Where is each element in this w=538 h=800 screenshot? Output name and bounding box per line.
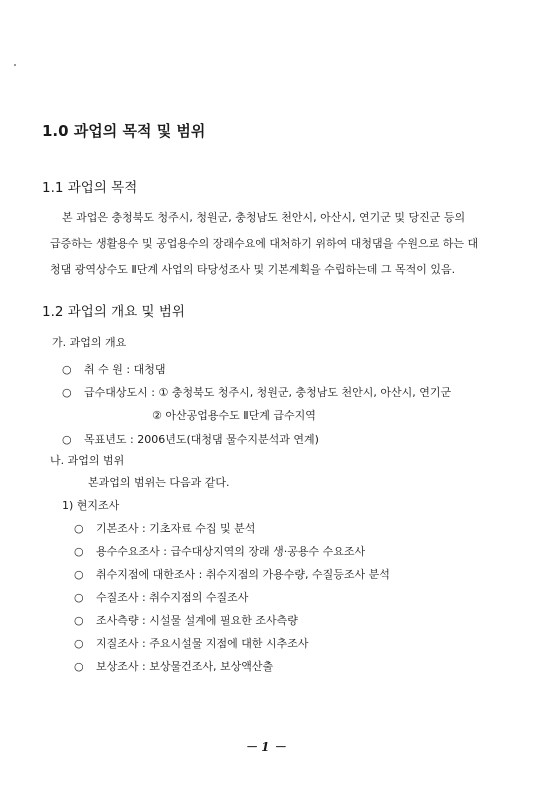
bullet-icon: ○ xyxy=(74,568,84,581)
list-item: ○ 취수지점에 대한조사 : 취수지점의 가용수량, 수질등조사 분석 xyxy=(74,568,390,581)
source-text: 취 수 원 : 대청댐 xyxy=(84,363,166,376)
list-item: ○ 지질조사 : 주요시설물 지점에 대한 시추조사 xyxy=(74,637,309,650)
section-title: 1.0 과업의 목적 및 범위 xyxy=(42,122,206,140)
bullet-icon: ○ xyxy=(62,433,72,446)
list-item: ○ 조사측량 : 시설물 설계에 필요한 조사측량 xyxy=(74,614,298,627)
scan-speck xyxy=(14,64,16,66)
target-row xyxy=(62,384,451,400)
overview-title: 1.2 과업의 개요 및 범위 xyxy=(42,304,185,320)
list-item: ○ 기본조사 : 기초자료 수집 및 분석 xyxy=(74,522,256,535)
page-number: － 1 － xyxy=(245,740,286,754)
target-text-1: 급수대상도시 : ① 충청북도 청주시, 청원군, 충청남도 천안시, 아산시, 연기군 xyxy=(84,386,452,399)
purpose-line-3: 청댐 광역상수도 Ⅱ단계 사업의 타당성조사 및 기본계획을 수립하는데 그 목적이 있음. xyxy=(50,263,456,276)
bullet-icon: ○ xyxy=(74,545,84,558)
scope-heading: 나. 과업의 범위 xyxy=(50,454,125,467)
overview-heading: 가. 과업의 개요 xyxy=(52,336,127,349)
bullet-icon: ○ xyxy=(74,522,84,535)
bullet-icon: ○ xyxy=(74,637,84,650)
bullet-icon: ○ xyxy=(62,386,72,399)
purpose-line-1: 본 과업은 충청북도 청주시, 청원군, 충청남도 천안시, 아산시, 연기군 및 당진군 등의 xyxy=(62,211,466,224)
list-item: ○ 보상조사 : 보상물건조사, 보상액산출 xyxy=(74,660,274,673)
purpose-title: 1.1 과업의 목적 xyxy=(42,180,138,196)
bullet-icon: ○ xyxy=(74,614,84,627)
source-row xyxy=(62,361,165,377)
list-item: ○ 용수수요조사 : 급수대상지역의 장래 생·공용수 수요조사 xyxy=(74,545,366,558)
bullet-icon: ○ xyxy=(74,591,84,604)
bullet-icon: ○ xyxy=(74,660,84,673)
target-year-row xyxy=(62,431,319,447)
scope-intro: 본과업의 범위는 다음과 같다. xyxy=(88,476,230,489)
purpose-line-2: 급증하는 생활용수 및 공업용수의 장래수요에 대처하기 위하여 대청댐을 수원으로 하는 대 xyxy=(50,237,479,250)
field-survey-heading: 1) 현지조사 xyxy=(62,499,120,512)
target-year-text: 목표년도 : 2006년도(대청댐 물수지분석과 연계) xyxy=(84,433,319,446)
bullet-icon: ○ xyxy=(62,363,72,376)
target-text-2: ② 아산공업용수도 Ⅱ단계 급수지역 xyxy=(152,409,316,422)
list-item: ○ 수질조사 : 취수지점의 수질조사 xyxy=(74,591,249,604)
